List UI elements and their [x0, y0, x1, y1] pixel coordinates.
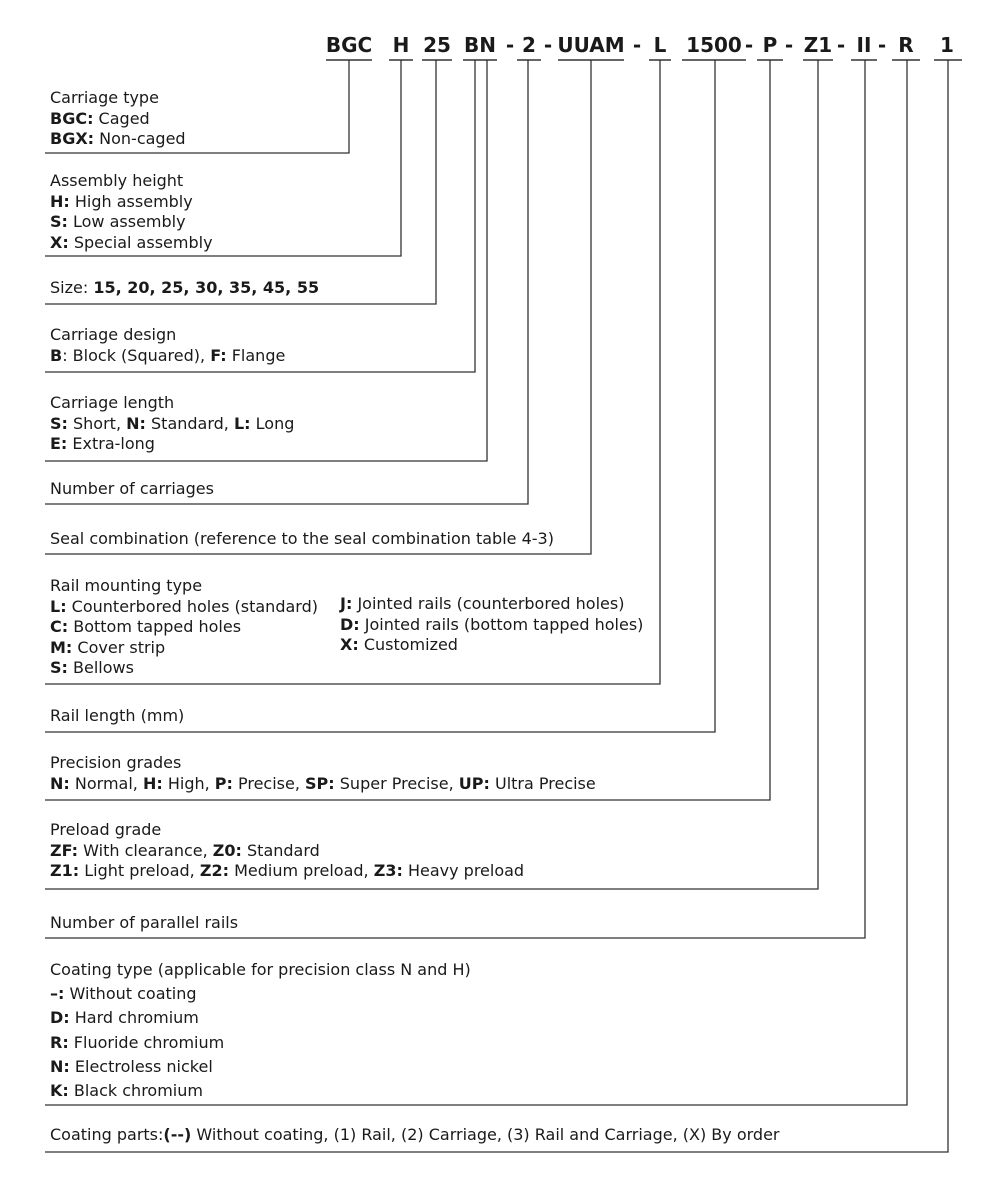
code-segment-carriage-design-length: BN — [464, 33, 496, 57]
section-seal-combination — [50, 529, 554, 550]
code-segment-carriage-type: BGC — [325, 33, 373, 57]
section-title: Rail mounting type — [50, 576, 203, 595]
section-parallel-rails — [50, 913, 238, 934]
section-carriage-length: Carriage length S: Short, N: Standard, L: Long E: Extra-long — [50, 393, 295, 453]
code-segment-parallel-rails: II — [856, 33, 872, 57]
code-segment-rail-length: 1500 — [686, 33, 742, 57]
section-title: Seal combination (reference to the seal combination table 4-3) — [50, 529, 554, 548]
section-title: Rail length (mm) — [50, 706, 185, 725]
section-assembly-height: Assembly height H: High assembly S: Low assembly X: Special assembly — [50, 171, 213, 252]
section-number-of-carriages — [50, 479, 214, 500]
code-segment-rail-mounting: L — [653, 33, 667, 57]
section-title: Carriage type — [50, 88, 159, 107]
section-title: Number of parallel rails — [50, 913, 239, 932]
code-segment-assembly-height: H — [392, 33, 410, 57]
code-segment-size: 25 — [423, 33, 451, 57]
section-title: Coating type (applicable for precision class N and H) — [50, 960, 471, 979]
section-title: Carriage design — [50, 325, 177, 344]
code-segment-coating-type: R — [898, 33, 914, 57]
section-title: Carriage length — [50, 393, 175, 412]
section-title: Assembly height — [50, 171, 184, 190]
section-precision-grades: Precision grades N: Normal, H: High, P: Precise, SP: Super Precise, UP: Ultra Precise — [50, 753, 596, 793]
code-segment-precision: P — [762, 33, 778, 57]
code-separator: - — [877, 33, 887, 57]
code-separator: - — [632, 33, 642, 57]
section-preload-grade: Preload grade ZF: With clearance, Z0: Standard Z1: Light preload, Z2: Medium preload, Z3: Heavy preload — [50, 820, 525, 880]
section-coating-type: Coating type (applicable for precision class N and H) –: Without coating D: Hard chromium R: Fluoride chromium N: Electroless nickel K: Black chromium — [50, 960, 471, 1101]
section-rail-mounting: Rail mounting type L: Counterbored holes (standard) C: Bottom tapped holes M: Cover strip S: Bellows — [50, 576, 318, 677]
code-segment-seal-combination: UUAM — [557, 33, 625, 57]
section-size: Size: 15, 20, 25, 30, 35, 45, 55 — [50, 278, 320, 297]
section-rail-length — [50, 706, 184, 727]
code-separator: - — [543, 33, 553, 57]
code-separator: - — [836, 33, 846, 57]
code-segment-number-of-carriages: 2 — [522, 33, 536, 57]
section-title: Preload grade — [50, 820, 162, 839]
section-rail-mounting-jointed: J: Jointed rails (counterbored holes) D: Jointed rails (bottom tapped holes) X: Customized — [340, 594, 644, 654]
section-title: Number of carriages — [50, 479, 214, 498]
code-segment-coating-parts: 1 — [940, 33, 954, 57]
code-separator: - — [744, 33, 754, 57]
section-coating-parts: Coating parts:(--) Without coating, (1) Rail, (2) Carriage, (3) Rail and Carriage, (X) By order — [50, 1125, 780, 1144]
section-carriage-design: Carriage design B: Block (Squared), F: Flange — [50, 325, 286, 365]
code-separator: - — [784, 33, 794, 57]
section-carriage-type: Carriage type BGC: Caged BGX: Non-caged — [50, 88, 186, 148]
code-separator: - — [505, 33, 515, 57]
section-title: Precision grades — [50, 753, 182, 772]
code-segment-preload: Z1 — [803, 33, 833, 57]
